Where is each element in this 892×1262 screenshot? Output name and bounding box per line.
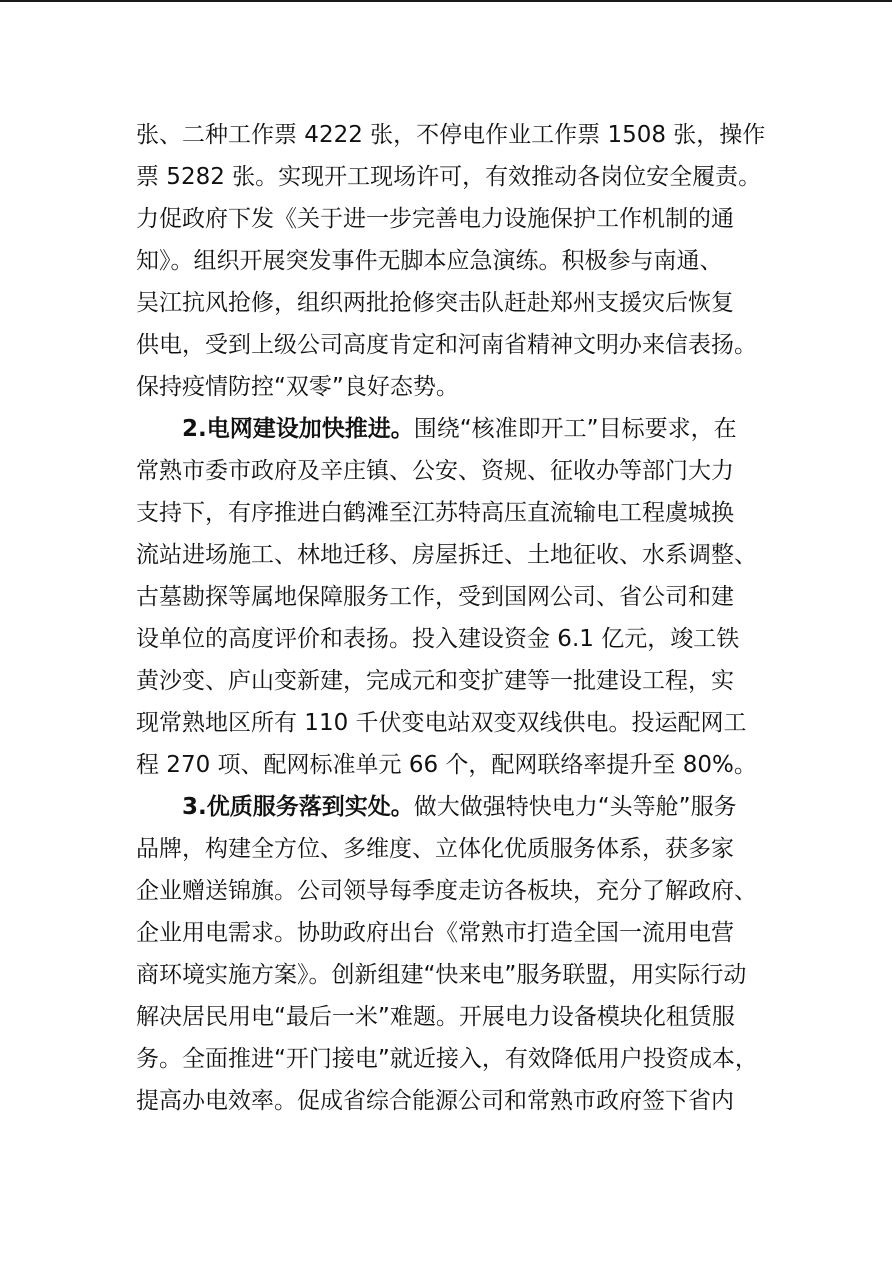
text-line: 供电，受到上级公司高度肯定和河南省精神文明办来信表扬。 <box>136 332 757 358</box>
section-text: 围绕“核准即开工”目标要求，在 <box>413 416 737 442</box>
section-first-line <box>136 786 776 828</box>
text-line: 程 270 项、配网标准单元 66 个，配网联络率提升至 80%。 <box>136 752 757 778</box>
text-line: 知》。组织开展突发事件无脚本应急演练。积极参与南通、 <box>136 248 723 274</box>
text-line: 企业用电需求。协助政府出台《常熟市打造全国一流用电营 <box>136 920 734 946</box>
text-line: 设单位的高度评价和表扬。投入建设资金 6.1 亿元，竣工铁 <box>136 626 740 652</box>
text-line: 常熟市委市政府及辛庄镇、公安、资规、征收办等部门大力 <box>136 458 734 484</box>
text-line: 古墓勘探等属地保障服务工作，受到国网公司、省公司和建 <box>136 584 734 610</box>
text-line: 张、二种工作票 4222 张，不停电作业工作票 1508 张，操作 <box>136 122 766 148</box>
text-line: 解决居民用电“最后一米”难题。开展电力设备模块化租赁服 <box>136 1004 735 1030</box>
text-line: 支持下，有序推进白鹤滩至江苏特高压直流输电工程虞城换 <box>136 500 734 526</box>
text-line: 票 5282 张。实现开工现场许可，有效推动各岗位安全履责。 <box>136 164 762 190</box>
text-line: 提高办电效率。促成省综合能源公司和常熟市政府签下省内 <box>136 1088 734 1114</box>
text-line: 黄沙变、庐山变新建，完成元和变扩建等一批建设工程，实 <box>136 668 734 694</box>
text-line: 务。全面推进“开门接电”就近接入，有效降低用户投资成本， <box>136 1046 758 1072</box>
text-line: 品牌，构建全方位、多维度、立体化优质服务体系，获多家 <box>136 836 734 862</box>
section-text: 做大做强特快电力“头等舱”服务 <box>413 794 737 820</box>
text-line: 吴江抗风抢修，组织两批抢修突击队赶赴郑州支援灾后恢复 <box>136 290 734 316</box>
text-line: 现常熟地区所有 110 千伏变电站双变双线供电。投运配网工 <box>136 710 747 736</box>
text-line: 力促政府下发《关于进一步完善电力设施保护工作机制的通 <box>136 206 734 232</box>
document-body <box>136 114 776 1122</box>
top-border-line <box>0 0 892 2</box>
text-line: 保持疫情防控“双零”良好态势。 <box>136 374 459 400</box>
text-line: 企业赠送锦旗。公司领导每季度走访各板块，充分了解政府、 <box>136 878 757 904</box>
section-heading: 2.电网建设加快推进。 <box>182 416 414 442</box>
section-heading: 3.优质服务落到实处。 <box>182 794 414 820</box>
text-line: 商环境实施方案》。创新组建“快来电”服务联盟，用实际行动 <box>136 962 747 988</box>
section-first-line <box>136 408 776 450</box>
text-line: 流站进场施工、林地迁移、房屋拆迁、土地征收、水系调整、 <box>136 542 757 568</box>
